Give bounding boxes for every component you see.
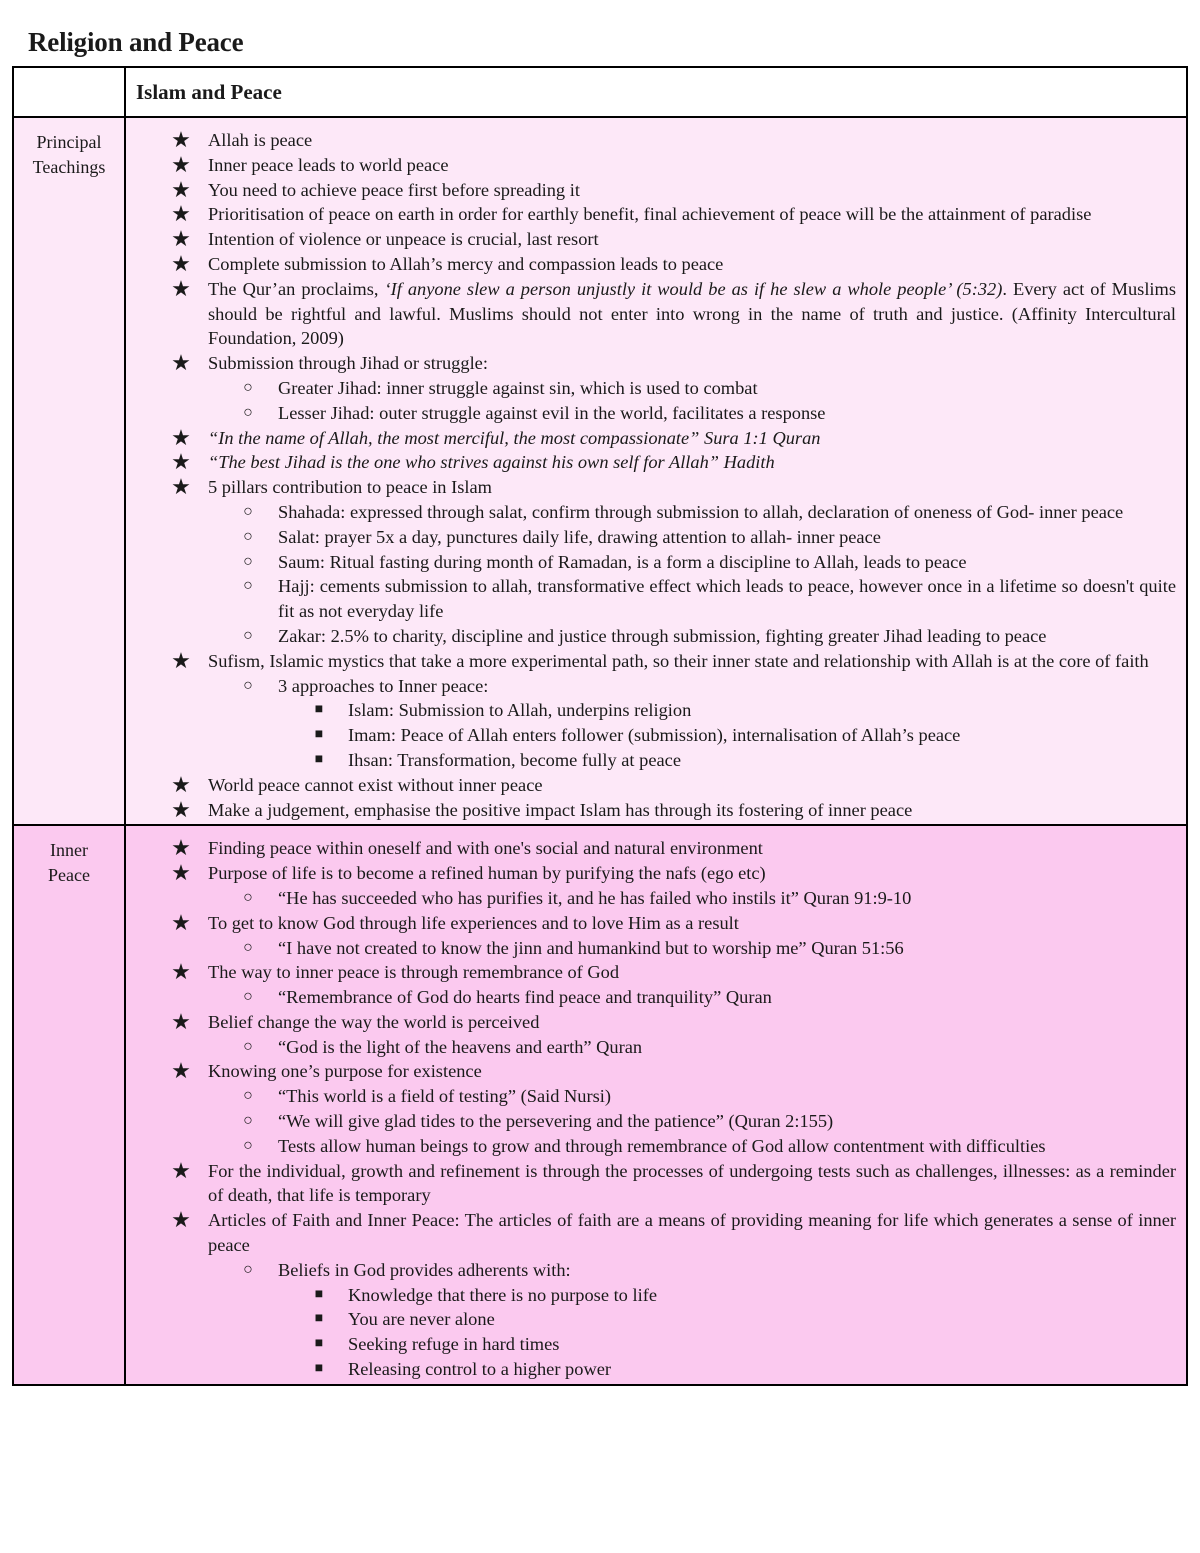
item-text: Intention of violence or unpeace is crucial, last resort (208, 229, 599, 250)
star-bullet-icon: ★ (171, 835, 191, 861)
row-label (13, 825, 125, 1385)
item-text: “God is the light of the heavens and earth” Quran (278, 1036, 643, 1057)
circle-bullet-icon: ○ (243, 888, 253, 906)
star-bullet-icon: ★ (171, 449, 191, 475)
star-bullet-icon: ★ (171, 796, 191, 822)
item-text: Beliefs in God provides adherents with: (278, 1259, 571, 1280)
item-text: Articles of Faith and Inner Peace: The articles of faith are a means of providing meaning for life which generates a sense of inner peace (208, 1210, 1176, 1256)
list-item-level-2 (126, 1109, 1176, 1134)
item-text: Complete submission to Allah’s mercy and compassion leads to peace (208, 253, 724, 274)
star-bullet-icon: ★ (171, 860, 191, 886)
item-text: Allah is peace (208, 130, 313, 150)
row-label-line: Principal (36, 132, 102, 152)
list-item-level-1 (126, 1159, 1176, 1209)
table-row-inner-peace (13, 825, 1187, 1385)
list-item-level-1 (126, 773, 1176, 798)
row-label-line: Teachings (32, 157, 106, 177)
list-item-level-1 (126, 153, 1176, 178)
table-row-principal-teachings (13, 117, 1187, 825)
list-item-level-2 (126, 985, 1176, 1010)
item-text: Finding peace within oneself and with one's social and natural environment (208, 838, 763, 859)
list-item-level-1 (126, 960, 1176, 985)
item-text: Imam: Peace of Allah enters follower (submission), internalisation of Allah’s peace (348, 725, 961, 746)
header-empty-cell (13, 67, 125, 117)
square-bullet-icon: ■ (314, 1361, 324, 1377)
item-text: To get to know God through life experiences and to love Him as a result (208, 912, 739, 933)
circle-bullet-icon: ○ (243, 552, 253, 570)
item-text: Knowing one’s purpose for existence (208, 1061, 482, 1082)
star-bullet-icon: ★ (171, 1008, 191, 1034)
star-bullet-icon: ★ (171, 1058, 191, 1084)
item-text: Seeking refuge in hard times (348, 1334, 560, 1355)
circle-bullet-icon: ○ (243, 1136, 253, 1154)
circle-bullet-icon: ○ (243, 577, 253, 595)
star-bullet-icon: ★ (171, 647, 191, 673)
list-item-level-2 (126, 1035, 1176, 1060)
list-item-level-2 (126, 624, 1176, 649)
list-item-level-2 (126, 1084, 1176, 1109)
item-quote: ‘If anyone slew a person unjustly it would be as if he slew a whole people’ (5:32) (384, 278, 1003, 299)
circle-bullet-icon: ○ (243, 988, 253, 1006)
list-item-level-2 (126, 401, 1176, 426)
list-item-level-3 (126, 723, 1176, 748)
list-item-level-1 (126, 1059, 1176, 1084)
list-item-level-2 (126, 886, 1176, 911)
item-text: Greater Jihad: inner struggle against sin, which is used to combat (278, 377, 758, 398)
circle-bullet-icon: ○ (243, 527, 253, 545)
table-header-row (13, 67, 1187, 117)
item-text: Knowledge that there is no purpose to life (348, 1284, 657, 1305)
item-text: Zakar: 2.5% to charity, discipline and justice through submission, fighting greater Jihad leading to peace (278, 625, 1047, 646)
list-item-level-2 (126, 1258, 1176, 1283)
item-text: You need to achieve peace first before spreading it (208, 179, 580, 200)
star-bullet-icon: ★ (171, 1157, 191, 1183)
list-item-level-1 (126, 1208, 1176, 1258)
circle-bullet-icon: ○ (243, 938, 253, 956)
item-text: Sufism, Islamic mystics that take a more experimental path, so their inner state and relationship with Allah is at the core of faith (208, 650, 1149, 671)
list-item-level-2 (126, 376, 1176, 401)
list-item-level-3 (126, 698, 1176, 723)
circle-bullet-icon: ○ (243, 1087, 253, 1105)
list-item-level-1 (126, 450, 1176, 475)
item-text: The way to inner peace is through remembrance of God (208, 962, 620, 983)
circle-bullet-icon: ○ (243, 1037, 253, 1055)
item-text: Make a judgement, emphasise the positive impact Islam has through its fostering of inner peace (208, 799, 913, 820)
page-title: Religion and Peace (28, 27, 244, 57)
item-text: Prioritisation of peace on earth in order for earthly benefit, final achievement of peace will be the attainment of paradise (208, 204, 1092, 225)
star-bullet-icon: ★ (171, 176, 191, 202)
square-bullet-icon: ■ (314, 702, 324, 718)
item-text: World peace cannot exist without inner peace (208, 774, 543, 795)
star-bullet-icon: ★ (171, 1207, 191, 1233)
star-bullet-icon: ★ (171, 350, 191, 376)
row-content (125, 825, 1187, 1385)
list-item-level-1 (126, 202, 1176, 227)
item-text: “We will give glad tides to the persevering and the patience” (Quran 2:155) (278, 1111, 834, 1132)
list-item-level-1 (126, 861, 1176, 886)
circle-bullet-icon: ○ (243, 378, 253, 396)
list-item-level-2 (126, 550, 1176, 575)
item-text: Saum: Ritual fasting during month of Ramadan, is a form a discipline to Allah, leads to peace (278, 551, 967, 572)
star-bullet-icon: ★ (171, 250, 191, 276)
item-text: Tests allow human beings to grow and through remembrance of God allow contentment with difficulties (278, 1135, 1046, 1156)
row-label-line: Peace (48, 865, 90, 886)
list-item-level-2 (126, 500, 1176, 525)
circle-bullet-icon: ○ (243, 1260, 253, 1278)
star-bullet-icon: ★ (171, 424, 191, 450)
circle-bullet-icon: ○ (243, 676, 253, 694)
item-text: “This world is a field of testing” (Said Nursi) (278, 1086, 612, 1107)
item-text: Inner peace leads to world peace (208, 154, 449, 175)
list-item-level-1 (126, 475, 1176, 500)
list-item-level-2 (126, 674, 1176, 699)
header-title-cell: Islam and Peace (125, 67, 1187, 117)
list-item-level-2 (126, 936, 1176, 961)
list-item-level-1 (126, 178, 1176, 203)
list-item-level-1 (126, 911, 1176, 936)
circle-bullet-icon: ○ (243, 502, 253, 520)
item-text: Submission through Jihad or struggle: (208, 353, 488, 374)
item-text: Salat: prayer 5x a day, punctures daily life, drawing attention to allah- inner peace (278, 526, 881, 547)
list-item-level-1 (126, 252, 1176, 277)
item-text: For the individual, growth and refinement is through the processes of undergoing tests such as challenges, illnesses: as a reminder of death, that life is temporary (208, 1160, 1176, 1206)
list-item-level-3 (126, 1332, 1176, 1357)
list-item-level-3 (126, 1307, 1176, 1332)
star-bullet-icon: ★ (171, 474, 191, 500)
list-item-level-2 (126, 525, 1176, 550)
square-bullet-icon: ■ (314, 1286, 324, 1302)
list-item-level-2 (126, 574, 1176, 624)
square-bullet-icon: ■ (314, 727, 324, 743)
item-text: Hajj: cements submission to allah, transformative effect which leads to peace, however once in a lifetime so doesn't quite fit as not everyday life (278, 576, 1176, 622)
item-text: Purpose of life is to become a refined human by purifying the nafs (ego etc) (208, 863, 766, 884)
list-item-level-1 (126, 798, 1176, 823)
item-text: Releasing control to a higher power (348, 1359, 612, 1380)
star-bullet-icon: ★ (171, 127, 191, 152)
item-text: Shahada: expressed through salat, confirm through submission to allah, declaration of oneness of God- inner peace (278, 501, 1124, 522)
item-text: 3 approaches to Inner peace: (278, 675, 489, 696)
list-item-level-1 (126, 227, 1176, 252)
circle-bullet-icon: ○ (243, 626, 253, 644)
list-item-level-3 (126, 1357, 1176, 1382)
square-bullet-icon: ■ (314, 1311, 324, 1327)
list-item-level-1 (126, 649, 1176, 674)
list-item-level-3 (126, 1283, 1176, 1308)
row-label (13, 117, 125, 825)
item-text: Lesser Jihad: outer struggle against evil in the world, facilitates a response (278, 402, 826, 423)
item-text: “I have not created to know the jinn and humankind but to worship me” Quran 51:56 (278, 937, 904, 958)
star-bullet-icon: ★ (171, 909, 191, 935)
star-bullet-icon: ★ (171, 151, 191, 177)
bullet-list (126, 836, 1176, 1382)
star-bullet-icon: ★ (171, 226, 191, 252)
square-bullet-icon: ■ (314, 751, 324, 767)
item-text: “He has succeeded who has purifies it, and he has failed who instils it” Quran 91:9-10 (278, 887, 912, 908)
item-text-tail: . Every act of Muslims should be rightful and lawful. Muslims should not enter into wrong in the name of truth and justice. (Affinity Intercultural Foundation, 2009) (208, 278, 1176, 349)
list-item-level-1 (126, 128, 1176, 153)
item-quote: “The best Jihad is the one who strives against his own self for Allah” Hadith (208, 452, 775, 473)
item-text: 5 pillars contribution to peace in Islam (208, 477, 492, 498)
list-item-level-1 (126, 277, 1176, 351)
list-item-level-2 (126, 1134, 1176, 1159)
list-item-level-3 (126, 748, 1176, 773)
circle-bullet-icon: ○ (243, 1112, 253, 1130)
item-text: Belief change the way the world is perceived (208, 1011, 540, 1032)
row-content (125, 117, 1187, 825)
content-table (12, 66, 1188, 1386)
item-text: Islam: Submission to Allah, underpins religion (348, 700, 692, 721)
list-item-level-1 (126, 351, 1176, 376)
list-item-level-1 (126, 426, 1176, 451)
item-text: The Qur’an proclaims, (208, 278, 385, 299)
item-text: You are never alone (348, 1309, 495, 1330)
star-bullet-icon: ★ (171, 201, 191, 227)
star-bullet-icon: ★ (171, 275, 191, 301)
square-bullet-icon: ■ (314, 1336, 324, 1352)
row-label-line: Inner (50, 840, 88, 861)
bullet-list (126, 128, 1176, 822)
item-text: “Remembrance of God do hearts find peace and tranquility” Quran (278, 987, 772, 1008)
item-text: Ihsan: Transformation, become fully at peace (348, 749, 681, 770)
list-item-level-1 (126, 836, 1176, 861)
star-bullet-icon: ★ (171, 959, 191, 985)
item-quote: “In the name of Allah, the most merciful, the most compassionate” Sura 1:1 Quran (208, 427, 821, 448)
circle-bullet-icon: ○ (243, 403, 253, 421)
list-item-level-1 (126, 1010, 1176, 1035)
star-bullet-icon: ★ (171, 771, 191, 797)
